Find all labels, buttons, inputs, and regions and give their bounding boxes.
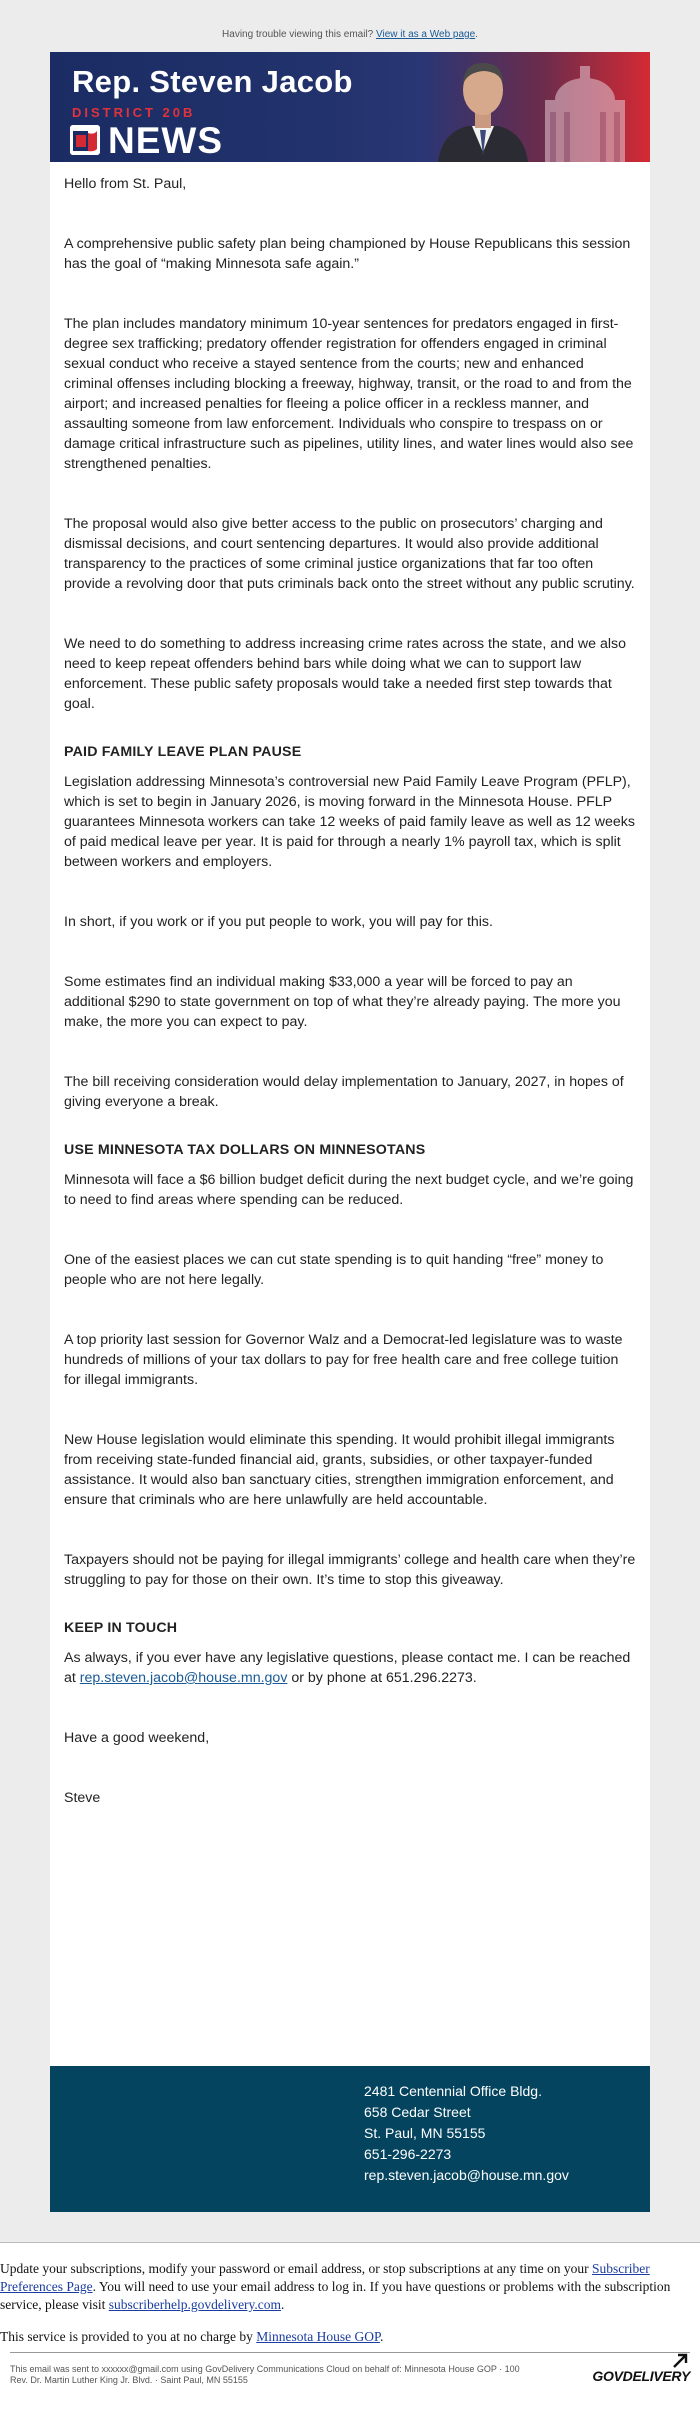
contact-paragraph: As always, if you ever have any legislative questions, please contact me. I can be reached at rep.steven.jacob@house.mn.gov or by phone at 651.296.2273. bbox=[64, 1650, 631, 1686]
signature: Steve bbox=[64, 1790, 101, 1806]
paragraph: A comprehensive public safety plan being championed by House Republicans this session has the goal of “making Minnesota safe again.” bbox=[64, 236, 631, 272]
view-online-bar: Having trouble viewing this email? View it as a Web page. bbox=[222, 29, 478, 40]
minnesota-house-gop-link[interactable]: Minnesota House GOP bbox=[256, 2329, 380, 2344]
paragraph: We need to do something to address increasing crime rates across the state, and we also need to keep repeat offenders behind bars while doing what we can to support law enforcement. These public safety proposals would take a needed first step towards that goal. bbox=[64, 636, 627, 712]
paragraph: The proposal would also give better access to the public on prosecutors’ charging and dismissal decisions, and court sentencing departures. It would also provide additional transparency to the practices of some criminal justice organizations that far too often provide a revolving door that puts criminals back onto the street without any public scrutiny. bbox=[64, 516, 635, 592]
paragraph: Taxpayers should not be paying for illegal immigrants’ college and health care when they’re struggling to pay for those on their own. It’s time to stop this giveaway. bbox=[64, 1552, 636, 1588]
provider-paragraph: This service is provided to you at no charge by Minnesota House GOP. bbox=[0, 2329, 384, 2344]
paragraph: The plan includes mandatory minimum 10-year sentences for predators engaged in first-degree sex trafficking; predatory offender registration for offenders engaged in criminal sexual conduct who receive a stayed sentence from the courts; new and enhanced criminal offenses including blocking a freeway, highway, transit, or the road to and from the airport; and increased penalties for fleeing a police officer in a reckless manner, and assaulting someone from law enforcement. Individuals who conspire to trespass on or damage critical infrastructure such as pipelines, utility lines, and water lines would also see strengthened penalties. bbox=[64, 316, 634, 472]
office-email: rep.steven.jacob@house.mn.gov bbox=[364, 2167, 569, 2183]
paragraph: In short, if you work or if you put people to work, you will pay for this. bbox=[64, 914, 493, 930]
phone-number: 651-296-2273 bbox=[364, 2146, 452, 2162]
subscription-management bbox=[0, 2242, 700, 2432]
address-line: 658 Cedar Street bbox=[364, 2104, 471, 2120]
paragraph: A top priority last session for Governor Walz and a Democrat-led legislature was to waste hundreds of millions of your tax dollars to pay for free health care and free college tuition for illegal immigrants. bbox=[64, 1332, 623, 1388]
section-heading-paid-leave: PAID FAMILY LEAVE PLAN PAUSE bbox=[64, 744, 302, 760]
trouble-text: Having trouble viewing this email? bbox=[222, 29, 374, 40]
greeting: Hello from St. Paul, bbox=[64, 176, 187, 192]
subscriber-preferences-link[interactable]: Subscriber Preferences Page bbox=[0, 2261, 650, 2294]
web-page-link[interactable]: View it as a Web page bbox=[376, 29, 476, 40]
district-label: DISTRICT 20B bbox=[72, 105, 196, 120]
paragraph: New House legislation would eliminate this spending. It would prohibit illegal immigrants from receiving state-funded financial aid, grants, subsidies, or other taxpayer-funded assistance. It would also ban sanctuary cities, strengthen immigration enforcement, and ensure that criminals who are here unlawfully are held accountable. bbox=[64, 1432, 615, 1508]
paragraph: The bill receiving consideration would delay implementation to January, 2027, in hopes of giving everyone a break. bbox=[64, 1074, 624, 1110]
paragraph: Some estimates find an individual making $33,000 a year will be forced to pay an additional $290 to state government on top of what they’re already paying. The more you make, the more you can expect to pay. bbox=[64, 974, 621, 1030]
subscriber-help-link[interactable]: subscriberhelp.govdelivery.com bbox=[108, 2297, 282, 2312]
office-address-block bbox=[50, 2066, 650, 2212]
email-body bbox=[50, 162, 650, 2066]
newsletter-banner bbox=[50, 52, 650, 162]
paragraph: Minnesota will face a $6 billion budget deficit during the next budget cycle, and we’re going to need to find areas where spending can be reduced. bbox=[64, 1172, 634, 1208]
minnesota-flag-icon bbox=[70, 125, 100, 155]
email-container bbox=[50, 52, 650, 2212]
manage-paragraph: Update your subscriptions, modify your password or email address, or stop subscriptions at any time on your Subscriber Preferences Page. You will need to use your email address to log in. If you have questions or problems with the subscription service, please visit subscriberhelp.govdelivery.com. bbox=[0, 2261, 671, 2312]
signoff: Have a good weekend, bbox=[64, 1730, 210, 1746]
address-line: St. Paul, MN 55155 bbox=[364, 2125, 486, 2141]
section-heading-keep-in-touch: KEEP IN TOUCH bbox=[64, 1620, 178, 1636]
govdelivery-logo[interactable]: GOVDELIVERY bbox=[592, 2371, 690, 2382]
address-line: 2481 Centennial Office Bldg. bbox=[364, 2083, 542, 2099]
paragraph: One of the easiest places we can cut state spending is to quit handing “free” money to people who are not here legally. bbox=[64, 1252, 604, 1288]
email-link[interactable]: rep.steven.jacob@house.mn.gov bbox=[79, 1670, 288, 1686]
govdelivery-arrow-icon bbox=[672, 2353, 688, 2369]
office-address bbox=[364, 2081, 569, 2186]
legal-footer bbox=[10, 2352, 690, 2386]
news-label: NEWS bbox=[108, 120, 223, 161]
paragraph: Legislation addressing Minnesota’s controversial new Paid Family Leave Program (PFLP), which is set to begin in January 2026, is moving forward in the Minnesota House. PFLP guarantees Minnesota workers can take 12 weeks of paid family leave as well as 12 weeks of paid medical leave per year. It is paid for through a nearly 1% payroll tax, which is split between workers and employers. bbox=[64, 774, 635, 870]
section-heading-tax-dollars: USE MINNESOTA TAX DOLLARS ON MINNESOTANS bbox=[64, 1142, 426, 1158]
representative-portrait bbox=[428, 52, 538, 162]
legal-text: This email was sent to xxxxxx@gmail.com using GovDelivery Communications Cloud on behalf of: Minnesota House GOP · 100 Rev. Dr. Martin Luther King Jr. Blvd. · Saint Paul, MN 55155 bbox=[10, 2364, 520, 2385]
representative-name: Rep. Steven Jacob bbox=[72, 64, 353, 99]
